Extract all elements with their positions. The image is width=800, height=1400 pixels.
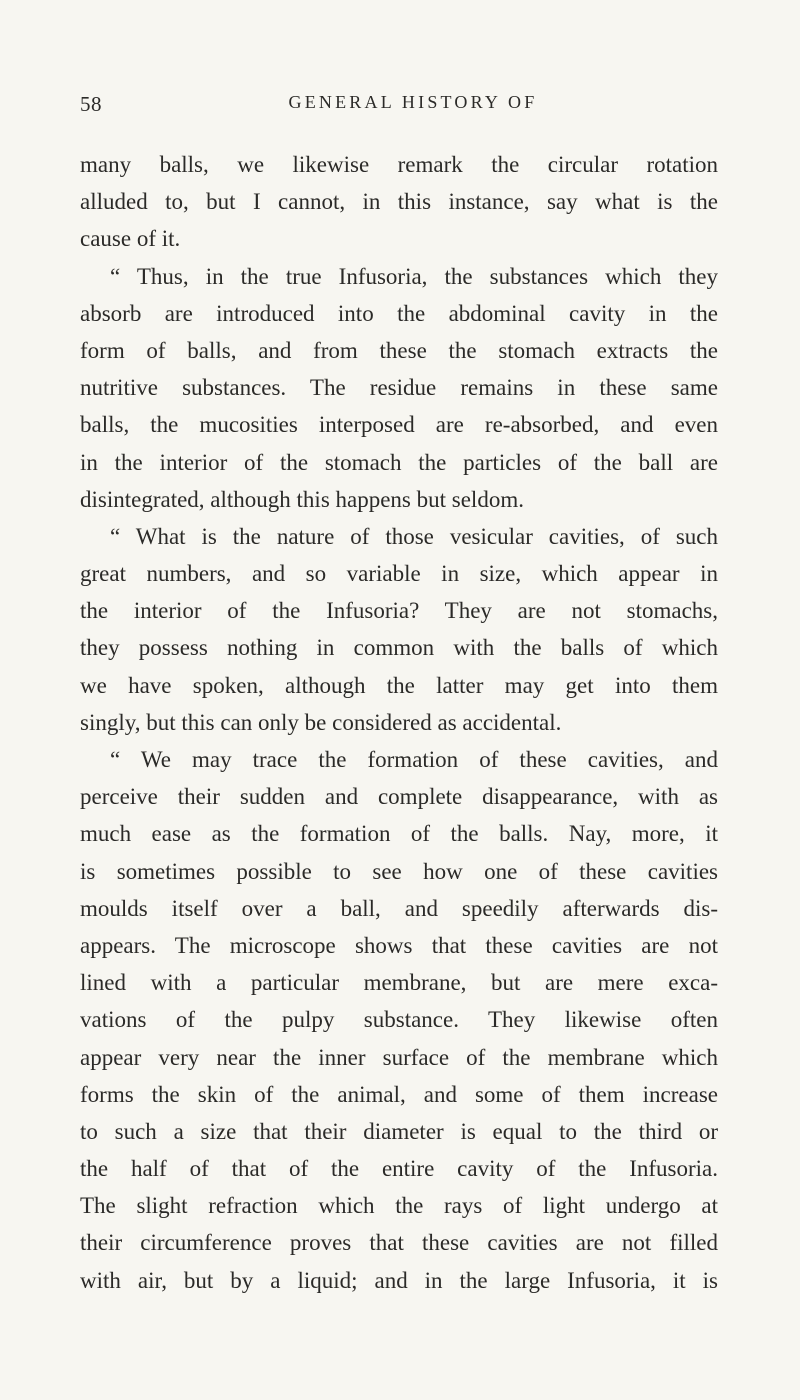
text-line: they possess nothing in common with the balls of which — [80, 635, 718, 661]
text-line: the half of that of the entire cavity of the Infusoria. — [80, 1156, 718, 1182]
text-line: perceive their sudden and complete disappearance, with as — [80, 784, 718, 810]
text-line: we have spoken, although the latter may get into them — [80, 672, 718, 698]
text-line: to such a size that their diameter is equal to the third or — [80, 1118, 718, 1144]
text-line: appears. The microscope shows that these cavities are not — [80, 932, 718, 958]
text-line: alluded to, but I cannot, in this instance, say what is the — [80, 189, 718, 215]
text-line: vations of the pulpy substance. They likewise often — [80, 1007, 718, 1033]
running-head: GENERAL HISTORY OF — [288, 92, 538, 112]
text-line: moulds itself over a ball, and speedily afterwards dis- — [80, 895, 718, 921]
text-line: The slight refraction which the rays of light undergo at — [80, 1193, 718, 1219]
text-line: appear very near the inner surface of the membrane which — [80, 1044, 718, 1070]
page-number: 58 — [80, 92, 102, 116]
text-line: nutritive substances. The residue remains in these same — [80, 375, 718, 401]
text-line: “ Thus, in the true Infusoria, the substances which they — [110, 263, 718, 289]
text-line: forms the skin of the animal, and some of them increase — [80, 1081, 718, 1107]
text-line: cause of it. — [80, 226, 181, 252]
text-line: disintegrated, although this happens but seldom. — [80, 486, 524, 512]
text-line: absorb are introduced into the abdominal cavity in the — [80, 300, 718, 326]
body-text — [80, 146, 718, 1299]
text-line: great numbers, and so variable in size, which appear in — [80, 561, 718, 587]
text-line: balls, the mucosities interposed are re-absorbed, and even — [80, 412, 718, 438]
text-line: “ We may trace the formation of these cavities, and — [110, 747, 718, 772]
text-line: is sometimes possible to see how one of these cavities — [80, 858, 718, 884]
text-line: lined with a particular membrane, but are mere exca- — [80, 970, 718, 996]
text-line: singly, but this can only be considered as accidental. — [80, 709, 562, 735]
text-line: their circumference proves that these cavities are not filled — [80, 1230, 718, 1256]
text-line: the interior of the Infusoria? They are not stomachs, — [80, 598, 718, 624]
text-line: “ What is the nature of those vesicular cavities, of such — [110, 523, 718, 549]
text-line: in the interior of the stomach the particles of the ball are — [80, 449, 718, 475]
text-line: much ease as the formation of the balls. Nay, more, it — [80, 821, 718, 847]
text-line: many balls, we likewise remark the circular rotation — [80, 152, 718, 177]
page-header — [80, 92, 716, 122]
text-line: with air, but by a liquid; and in the large Infusoria, it is — [80, 1267, 718, 1293]
text-line: form of balls, and from these the stomach extracts the — [80, 337, 718, 363]
